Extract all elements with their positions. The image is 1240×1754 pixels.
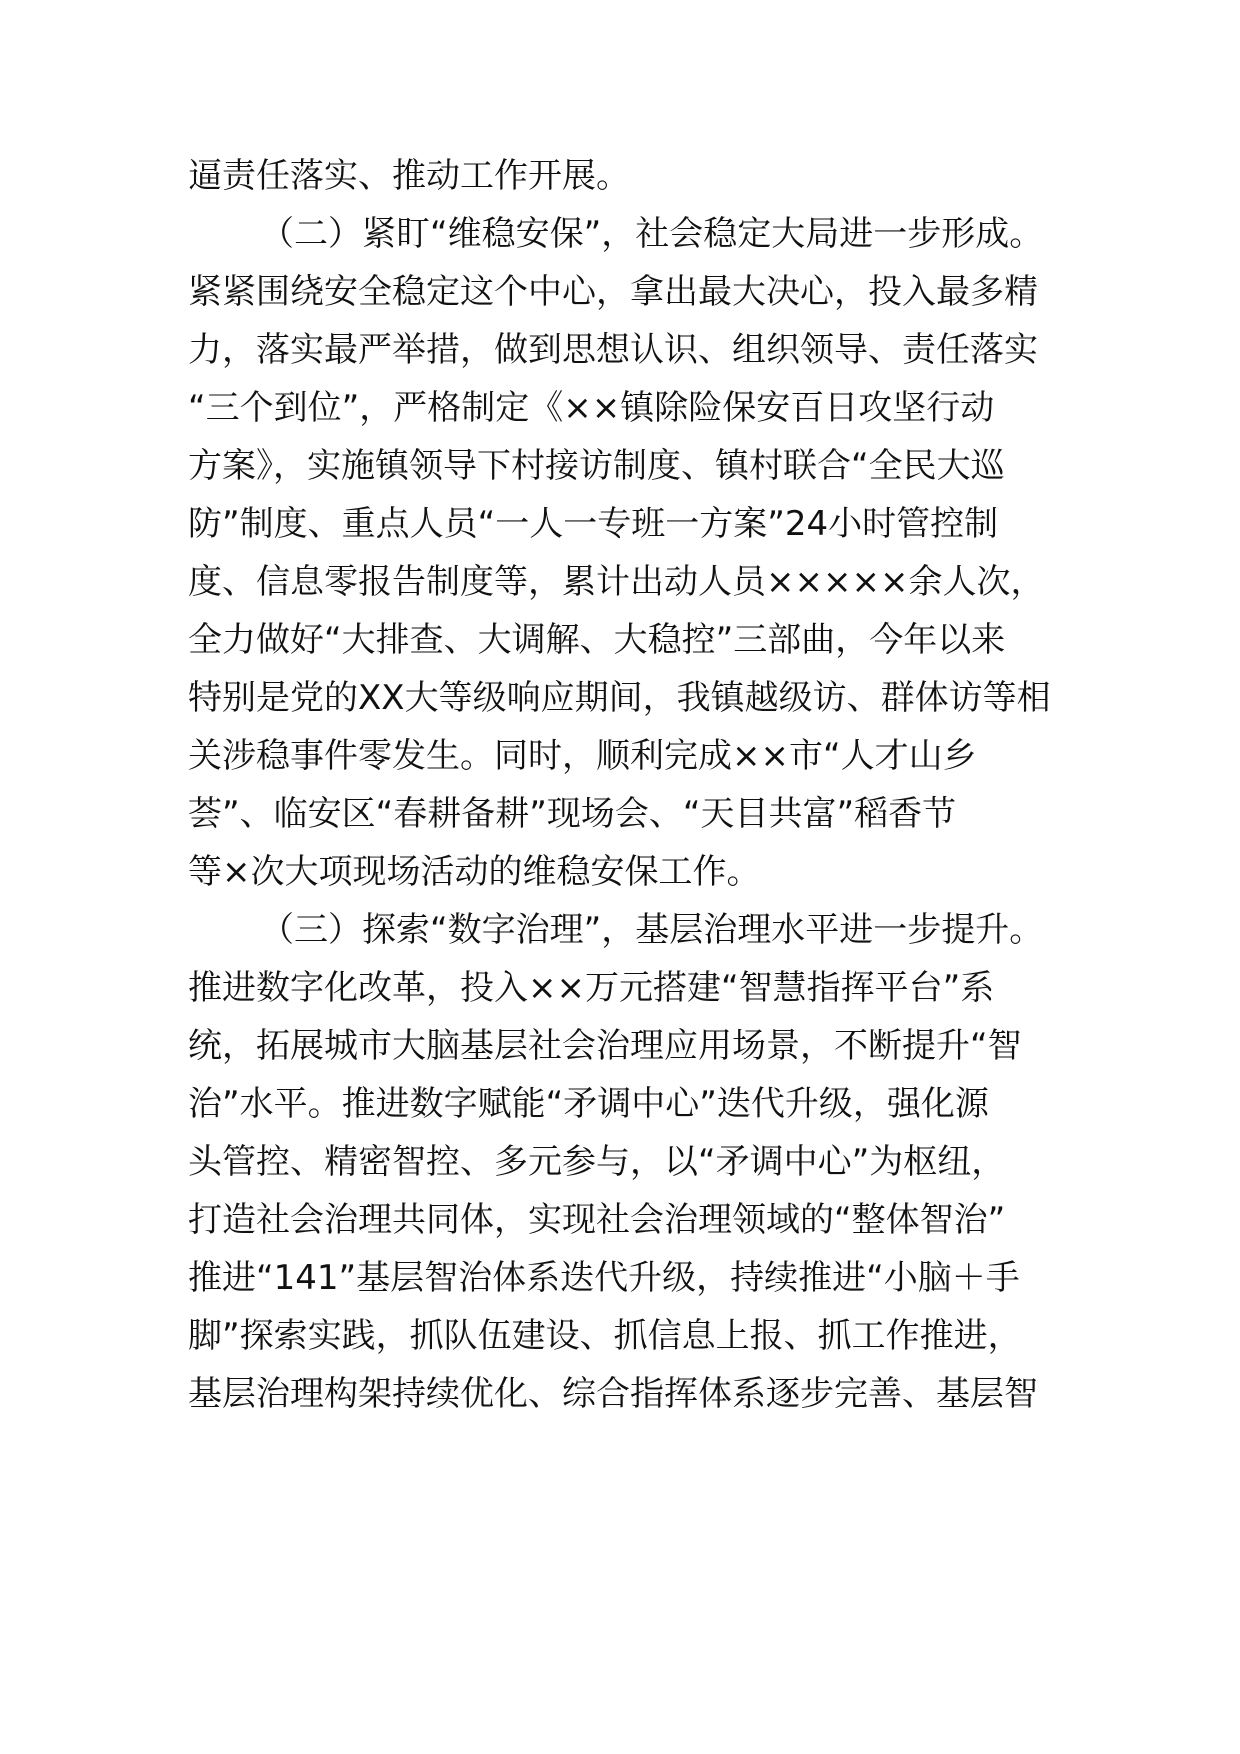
text-line-17: 治”水平。推进数字赋能“矛调中心”迭代升级，强化源 [188, 1084, 989, 1124]
section-heading-2: （二）紧盯“维稳安保”，社会稳定大局进一步形成。 [260, 214, 1044, 254]
text-line-12: 荟”、临安区“春耕备耕”现场会、“天目共富”稻香节 [188, 794, 957, 834]
text-line-4: 力，落实最严举措，做到思想认识、组织领导、责任落实 [188, 330, 1038, 370]
text-line-10: 特别是党的XX大等级响应期间，我镇越级访、群体访等相 [188, 678, 1051, 718]
text-line-15: 推进数字化改革，投入××万元搭建“智慧指挥平台”系 [188, 968, 995, 1008]
text-line-16: 统，拓展城市大脑基层社会治理应用场景，不断提升“智 [188, 1026, 1022, 1066]
text-line-13: 等×次大项现场活动的维稳安保工作。 [188, 852, 761, 892]
text-line-9: 全力做好“大排查、大调解、大稳控”三部曲，今年以来 [188, 620, 1006, 660]
section-heading-3: （三）探索“数字治理”，基层治理水平进一步提升。 [260, 910, 1044, 950]
text-line-20: 推进“141”基层智治体系迭代升级，持续推进“小脑＋手 [188, 1258, 1020, 1298]
text-line-7: 防”制度、重点人员“一人一专班一方案”24小时管控制 [188, 504, 999, 544]
text-line-22: 基层治理构架持续优化、综合指挥体系逐步完善、基层智 [188, 1374, 1038, 1414]
text-line-18: 头管控、精密智控、多元参与，以“矛调中心”为枢纽， [188, 1142, 1006, 1182]
text-line-21: 脚”探索实践，抓队伍建设、抓信息上报、抓工作推进， [188, 1316, 1022, 1356]
text-line-8: 度、信息零报告制度等，累计出动人员×××××余人次， [188, 562, 1045, 602]
text-line-1: 逼责任落实、推动工作开展。 [188, 156, 630, 196]
text-line-19: 打造社会治理共同体，实现社会治理领域的“整体智治” [188, 1200, 1006, 1240]
text-line-11: 关涉稳事件零发生。同时，顺利完成××市“人才山乡 [188, 736, 977, 776]
text-line-6: 方案》，实施镇领导下村接访制度、镇村联合“全民大巡 [188, 446, 1005, 486]
text-line-5: “三个到位”，严格制定《××镇除险保安百日攻坚行动 [188, 388, 995, 428]
text-line-3: 紧紧围绕安全稳定这个中心，拿出最大决心，投入最多精 [188, 272, 1038, 312]
